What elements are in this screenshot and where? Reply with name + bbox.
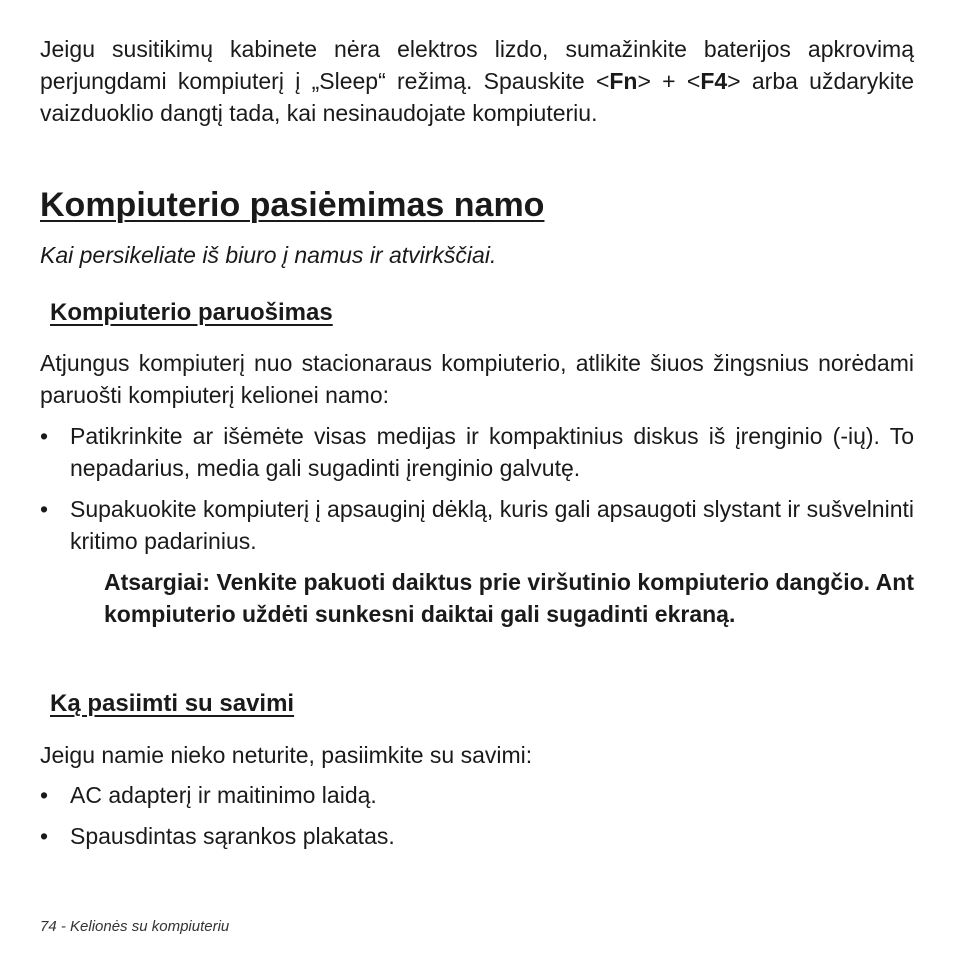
list-item-text: Supakuokite kompiuterį į apsauginį dėklą, kuris gali apsaugoti slystant ir sušvelninti kritimo padarinius. xyxy=(70,496,914,554)
key-close-bracket: > xyxy=(727,68,741,94)
key-open-bracket: < xyxy=(595,68,610,94)
list-item-text: Patikrinkite ar išėmėte visas medijas ir kompaktinius diskus iš įrenginio (-ių). To nepadarius, media gali sugadinti įrenginio galvutę. xyxy=(70,423,914,481)
bring-heading: Ką pasiimti su savimi xyxy=(50,690,295,717)
list-item-text: Spausdintas sąrankos plakatas. xyxy=(70,823,395,849)
key-close-bracket: > xyxy=(637,68,651,94)
prep-intro: Atjungus kompiuterį nuo stacionaraus kompiuterio, atlikite šiuos žingsnius norėdami paruošti kompiuterį kelionei namo: xyxy=(40,350,914,408)
key-plus: + xyxy=(650,68,687,94)
bullet-icon: • xyxy=(40,496,49,522)
list-item xyxy=(40,493,914,557)
bullet-icon: • xyxy=(40,423,49,449)
key-f4: F4 xyxy=(700,68,728,94)
bring-intro: Jeigu namie nieko neturite, pasiimkite su savimi: xyxy=(40,742,533,768)
page-footer: 74 - Kelionės su kompiuteriu xyxy=(40,918,230,935)
intro-text-start: Jeigu susitikimų kabinete nėra elektros lizdo, sumažinkite baterijos apkrovimą perjungdami kompiuterį į „Sleep“ režimą. Spauskite xyxy=(40,36,914,94)
key-open-bracket: < xyxy=(686,68,701,94)
list-item xyxy=(40,779,914,811)
intro-paragraph xyxy=(40,33,914,129)
intro-text-end: arba uždarykite vaizduoklio dangtį tada, kai nesinaudojate kompiuteriu. xyxy=(40,68,914,126)
prep-heading: Kompiuterio paruošimas xyxy=(50,299,333,326)
caution-note: Atsargiai: Venkite pakuoti daiktus prie viršutinio kompiuterio dangčio. Ant kompiuterio uždėti sunkesni daiktai gali sugadinti ekraną. xyxy=(104,569,914,627)
prep-list xyxy=(40,420,914,557)
list-item-text: AC adapterį ir maitinimo laidą. xyxy=(70,782,377,808)
section-subtitle: Kai persikeliate iš biuro į namus ir atvirkščiai. xyxy=(40,242,497,268)
key-fn: Fn xyxy=(609,68,638,94)
bring-list xyxy=(40,779,914,852)
section-title: Kompiuterio pasiėmimas namo xyxy=(40,186,545,224)
list-item xyxy=(40,820,914,852)
bullet-icon: • xyxy=(40,823,49,849)
bullet-icon: • xyxy=(40,782,49,808)
list-item xyxy=(40,420,914,484)
